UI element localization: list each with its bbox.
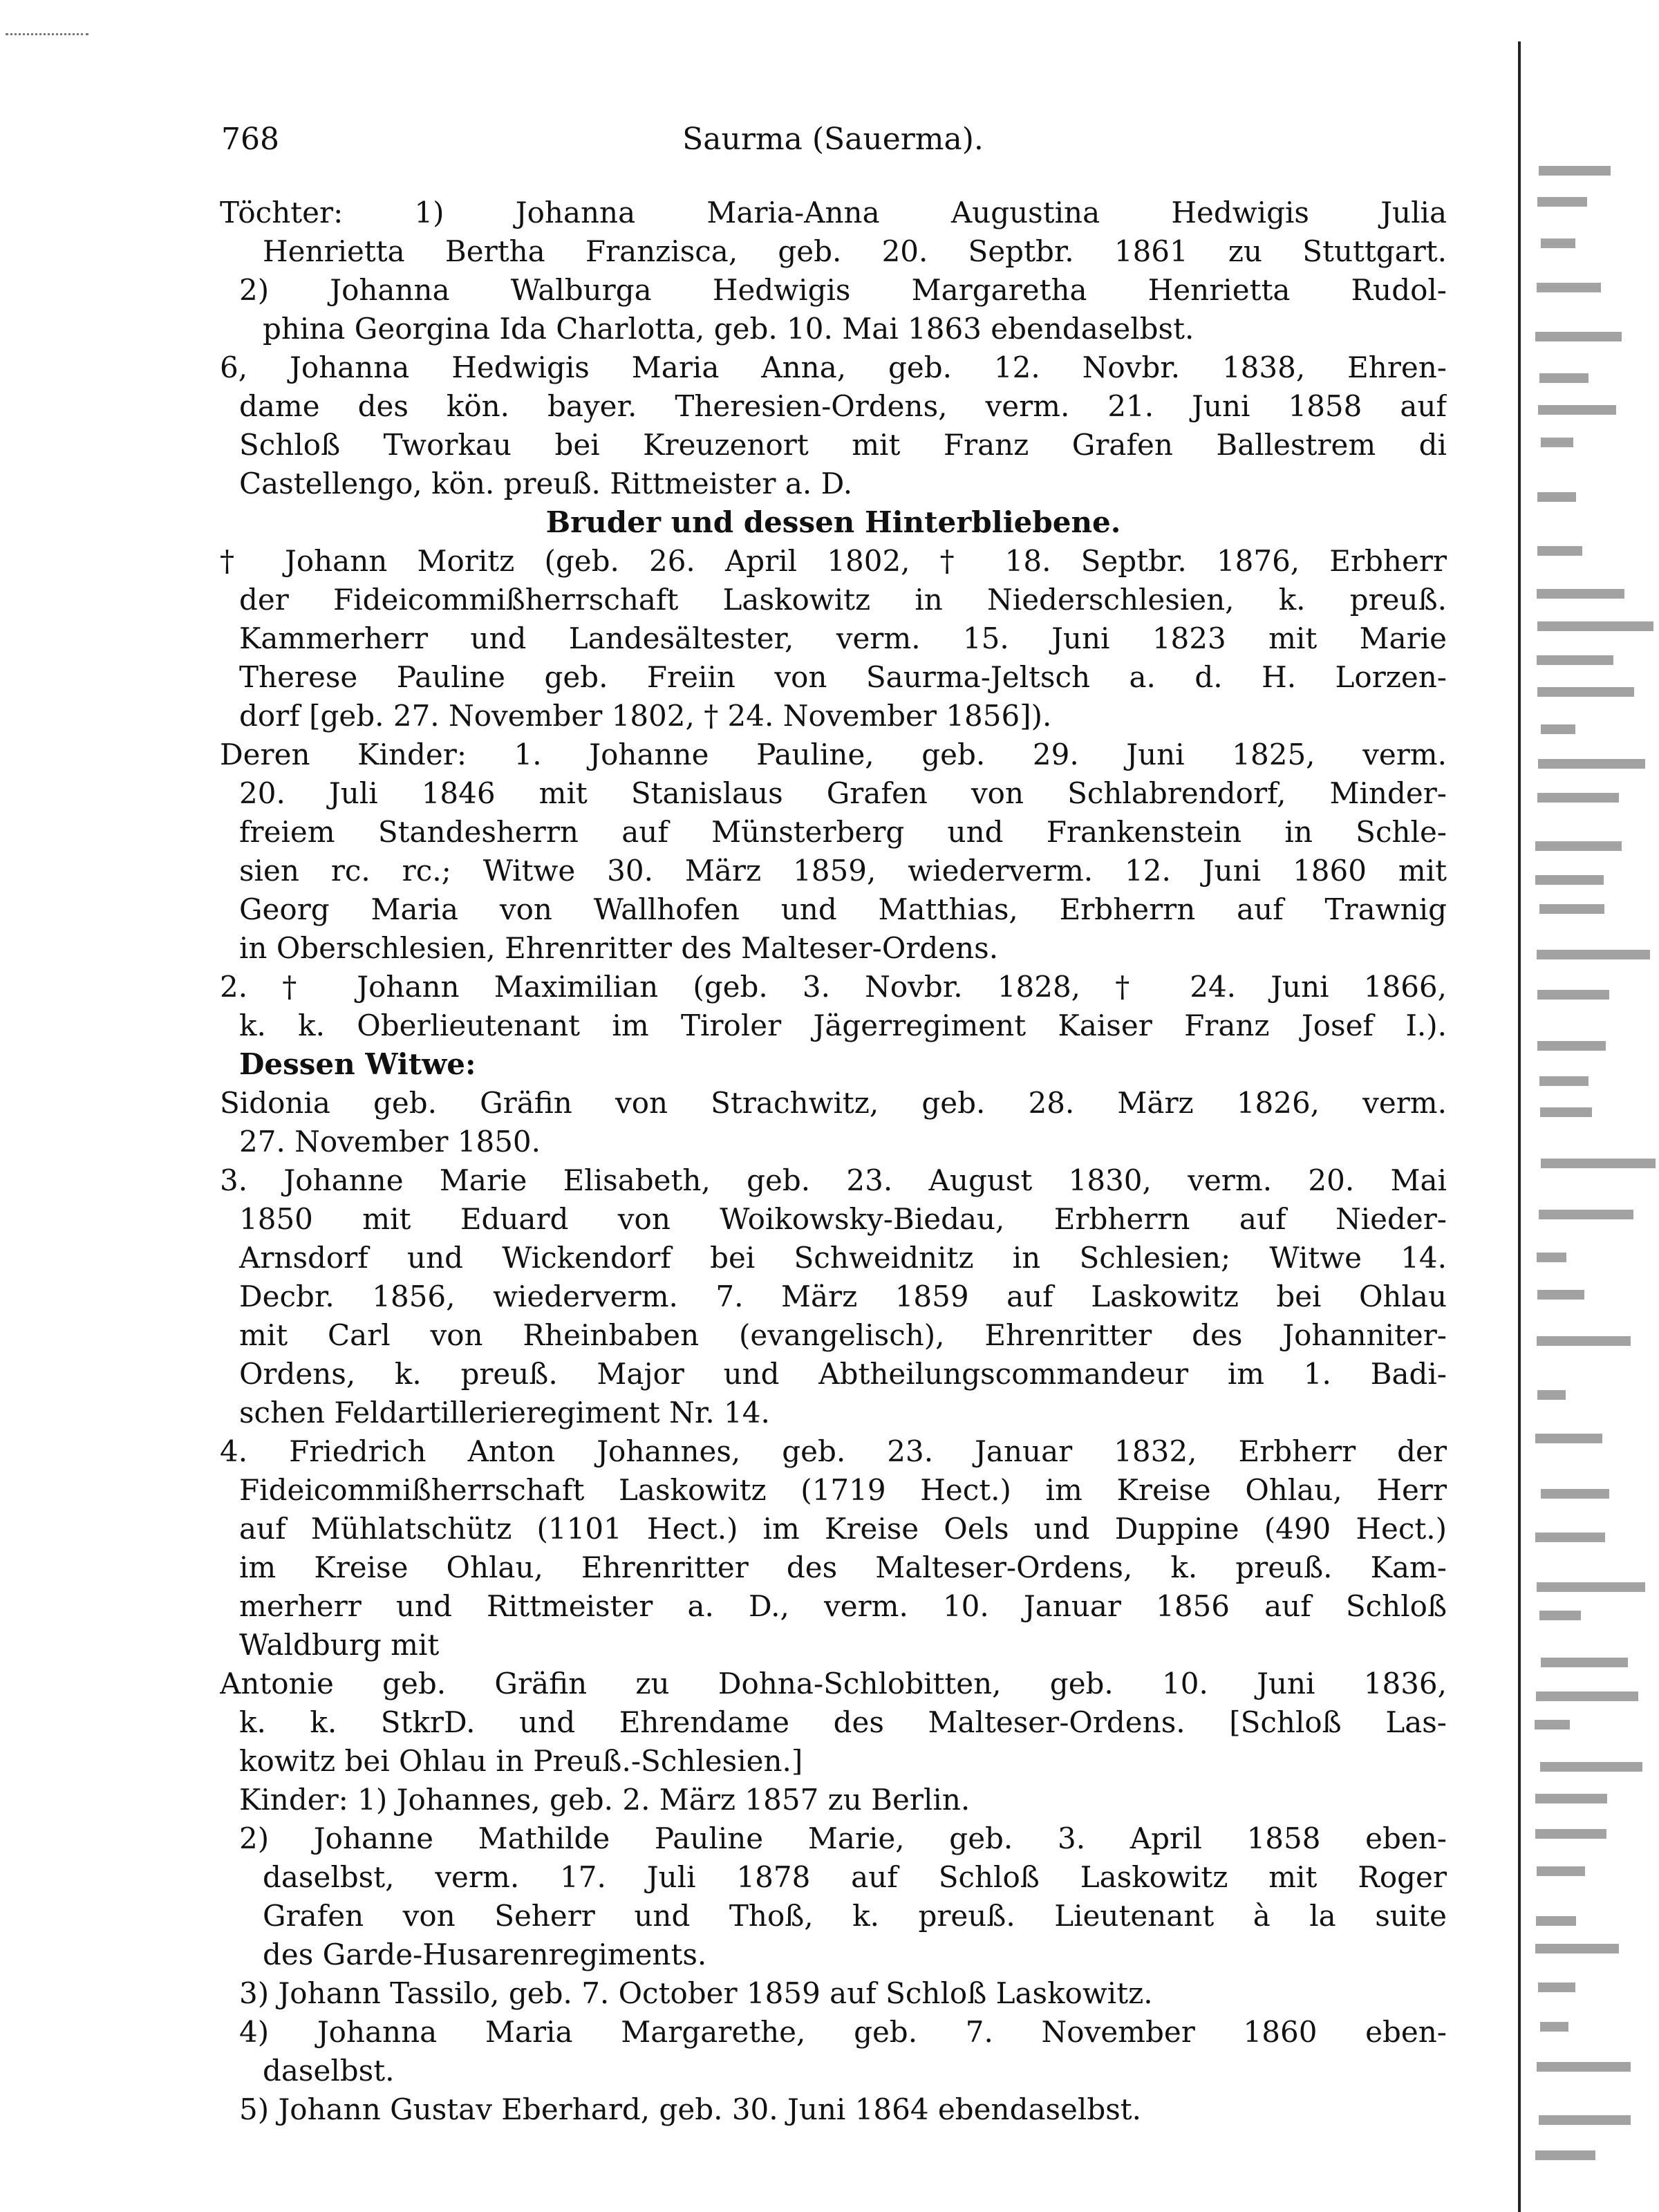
scan-artifact-dots xyxy=(6,33,88,39)
text-line: Therese Pauline geb. Freiin von Saurma-Jeltsch a. d. H. Lorzen- xyxy=(239,660,1447,694)
bleed-mark xyxy=(1535,332,1622,341)
text-line: Töchter: 1) Johanna Maria-Anna Augustina Hedwigis Julia xyxy=(220,196,1447,229)
bleed-mark xyxy=(1540,2022,1568,2032)
running-title: Saurma (Sauerma). xyxy=(682,122,984,157)
bleed-mark xyxy=(1537,492,1576,502)
text-line: 20. Juli 1846 mit Stanislaus Grafen von Schlabrendorf, Minder- xyxy=(239,776,1447,810)
text-line: 3. Johanne Marie Elisabeth, geb. 23. August 1830, verm. 20. Mai xyxy=(220,1163,1447,1197)
text-line: schen Feldartillerieregiment Nr. 14. xyxy=(239,1396,770,1430)
text-line: 5) Johann Gustav Eberhard, geb. 30. Juni 1864 ebendaselbst. xyxy=(239,2092,1142,2126)
text-line: mit Carl von Rheinbaben (evangelisch), Ehrenritter des Johanniter- xyxy=(239,1318,1447,1352)
text-line: 2. † Johann Maximilian (geb. 3. Novbr. 1828, † 24. Juni 1866, xyxy=(220,970,1447,1004)
text-line: Deren Kinder: 1. Johanne Pauline, geb. 29. Juni 1825, verm. xyxy=(220,738,1447,771)
text-line: k. k. Oberlieutenant im Tiroler Jägerregiment Kaiser Franz Josef I.). xyxy=(239,1009,1447,1042)
text-line: sien rc. rc.; Witwe 30. März 1859, wiederverm. 12. Juni 1860 mit xyxy=(239,854,1447,888)
text-line: Sidonia geb. Gräfin von Strachwitz, geb. 28. März 1826, verm. xyxy=(220,1086,1447,1120)
text-line: Georg Maria von Wallhofen und Matthias, Erbherrn auf Trawnig xyxy=(239,892,1447,926)
text-line: 1850 mit Eduard von Woikowsky-Biedau, Erbherrn auf Nieder- xyxy=(239,1202,1447,1236)
bleed-mark xyxy=(1537,655,1613,665)
bleed-mark xyxy=(1538,405,1616,415)
text-line: Fideicommißherrschaft Laskowitz (1719 Hect.) im Kreise Ohlau, Herr xyxy=(239,1473,1447,1507)
bleed-mark xyxy=(1539,373,1588,383)
bleed-mark xyxy=(1537,793,1619,803)
bleed-mark xyxy=(1537,990,1609,1000)
bleed-mark xyxy=(1537,1041,1606,1051)
page-header xyxy=(221,122,1445,163)
bleed-mark xyxy=(1538,759,1645,769)
text-line: Waldburg mit xyxy=(239,1628,440,1662)
text-line: Ordens, k. preuß. Major und Abtheilungscommandeur im 1. Badi- xyxy=(239,1357,1447,1391)
text-line: daselbst, verm. 17. Juli 1878 auf Schloß Laskowitz mit Roger xyxy=(263,1860,1447,1894)
bleed-mark xyxy=(1539,2115,1631,2125)
text-line: 3) Johann Tassilo, geb. 7. October 1859 auf Schloß Laskowitz. xyxy=(239,1976,1153,2010)
genealogy-text xyxy=(220,194,1447,2129)
bleed-mark xyxy=(1537,1582,1645,1592)
bleed-mark xyxy=(1539,1210,1633,1219)
text-line: Dessen Witwe: xyxy=(239,1047,476,1081)
text-line: phina Georgina Ida Charlotta, geb. 10. Mai 1863 ebendaselbst. xyxy=(263,312,1194,346)
bleed-mark xyxy=(1541,238,1575,248)
text-line: dame des kön. bayer. Theresien-Ordens, verm. 21. Juni 1858 auf xyxy=(239,389,1447,423)
bleed-mark xyxy=(1537,687,1634,697)
bleed-mark xyxy=(1540,1107,1592,1117)
text-line: Kammerherr und Landesältester, verm. 15. Juni 1823 mit Marie xyxy=(239,621,1447,655)
text-line: auf Mühlatschütz (1101 Hect.) im Kreise Oels und Duppine (490 Hect.) xyxy=(239,1512,1447,1546)
bleed-mark xyxy=(1539,1076,1588,1086)
bleed-mark xyxy=(1539,1611,1581,1620)
text-line: 2) Johanne Mathilde Pauline Marie, geb. 3. April 1858 eben- xyxy=(239,1821,1447,1855)
text-line: Decbr. 1856, wiederverm. 7. März 1859 auf Laskowitz bei Ohlau xyxy=(239,1280,1447,1313)
bleed-mark xyxy=(1539,904,1604,914)
bleed-mark xyxy=(1535,841,1622,851)
text-line: freiem Standesherrn auf Münsterberg und Frankenstein in Schle- xyxy=(239,815,1447,849)
bleed-mark xyxy=(1535,1794,1607,1803)
text-line: merherr und Rittmeister a. D., verm. 10. Januar 1856 auf Schloß xyxy=(239,1589,1447,1623)
bleed-mark xyxy=(1537,1390,1566,1400)
text-line: † Johann Moritz (geb. 26. April 1802, † 18. Septbr. 1876, Erbherr xyxy=(220,544,1447,578)
text-line: des Garde-Husarenregiments. xyxy=(263,1938,707,1971)
text-line: in Oberschlesien, Ehrenritter des Malteser-Ordens. xyxy=(239,931,999,965)
text-line: Grafen von Seherr und Thoß, k. preuß. Lieutenant à la suite xyxy=(263,1899,1447,1933)
text-line: 4) Johanna Maria Margarethe, geb. 7. November 1860 eben- xyxy=(239,2015,1447,2049)
page-gutter xyxy=(1518,41,1521,2212)
bleed-mark xyxy=(1541,438,1573,447)
section-heading: Bruder und dessen Hinterbliebene. xyxy=(545,505,1121,539)
text-line: Henrietta Bertha Franzisca, geb. 20. Septbr. 1861 zu Stuttgart. xyxy=(263,234,1447,268)
bleed-mark xyxy=(1537,1253,1566,1262)
bleed-mark xyxy=(1540,1762,1642,1772)
bleed-mark xyxy=(1535,1829,1606,1839)
text-line: k. k. StkrD. und Ehrendame des Malteser-Ordens. [Schloß Las- xyxy=(239,1705,1447,1739)
bleed-mark xyxy=(1537,546,1582,556)
bleed-mark xyxy=(1541,1658,1628,1667)
bleed-mark xyxy=(1537,1336,1631,1346)
bleed-mark xyxy=(1537,1290,1584,1300)
bleed-mark xyxy=(1535,1944,1619,1953)
bleed-mark xyxy=(1537,950,1650,959)
bleed-mark xyxy=(1537,283,1601,292)
bleed-mark xyxy=(1537,589,1624,599)
text-line: Kinder: 1) Johannes, geb. 2. März 1857 zu Berlin. xyxy=(239,1783,971,1817)
bleed-mark xyxy=(1535,2150,1595,2160)
text-line: 4. Friedrich Anton Johannes, geb. 23. Januar 1832, Erbherr der xyxy=(220,1434,1447,1468)
bleed-mark xyxy=(1536,1691,1638,1701)
bleed-mark xyxy=(1537,621,1653,631)
text-line: 27. November 1850. xyxy=(239,1125,541,1159)
text-line: daselbst. xyxy=(263,2054,395,2088)
text-line: Arnsdorf und Wickendorf bei Schweidnitz in Schlesien; Witwe 14. xyxy=(239,1241,1447,1275)
bleed-mark xyxy=(1537,197,1587,207)
text-line: im Kreise Ohlau, Ehrenritter des Malteser-Ordens, k. preuß. Kam- xyxy=(239,1550,1447,1584)
text-line: kowitz bei Ohlau in Preuß.-Schlesien.] xyxy=(239,1744,803,1778)
bleed-mark xyxy=(1535,875,1604,885)
bleed-mark xyxy=(1537,2062,1631,2072)
text-line: Schloß Tworkau bei Kreuzenort mit Franz Grafen Ballestrem di xyxy=(239,428,1447,462)
bleed-mark xyxy=(1535,1533,1605,1542)
text-line: 6, Johanna Hedwigis Maria Anna, geb. 12. Novbr. 1838, Ehren- xyxy=(220,350,1447,384)
bleed-mark xyxy=(1536,1916,1576,1926)
bleed-mark xyxy=(1535,1434,1602,1443)
bleed-mark xyxy=(1541,724,1575,734)
text-line: der Fideicommißherrschaft Laskowitz in Niederschlesien, k. preuß. xyxy=(239,583,1447,617)
text-line: dorf [geb. 27. November 1802, † 24. November 1856]). xyxy=(239,699,1052,733)
text-line: Antonie geb. Gräfin zu Dohna-Schlobitten, geb. 10. Juni 1836, xyxy=(220,1667,1447,1700)
bleed-mark xyxy=(1538,1983,1575,1992)
page-number: 768 xyxy=(221,122,279,157)
bleed-mark xyxy=(1541,1489,1609,1499)
text-line: 2) Johanna Walburga Hedwigis Margaretha Henrietta Rudol- xyxy=(239,273,1447,307)
facing-page-bleed xyxy=(1535,159,1659,2205)
text-line: Castellengo, kön. preuß. Rittmeister a. D. xyxy=(239,467,853,500)
bleed-mark xyxy=(1537,1866,1585,1876)
bleed-mark xyxy=(1539,166,1611,176)
bleed-mark xyxy=(1535,1720,1570,1730)
bleed-mark xyxy=(1541,1159,1656,1168)
